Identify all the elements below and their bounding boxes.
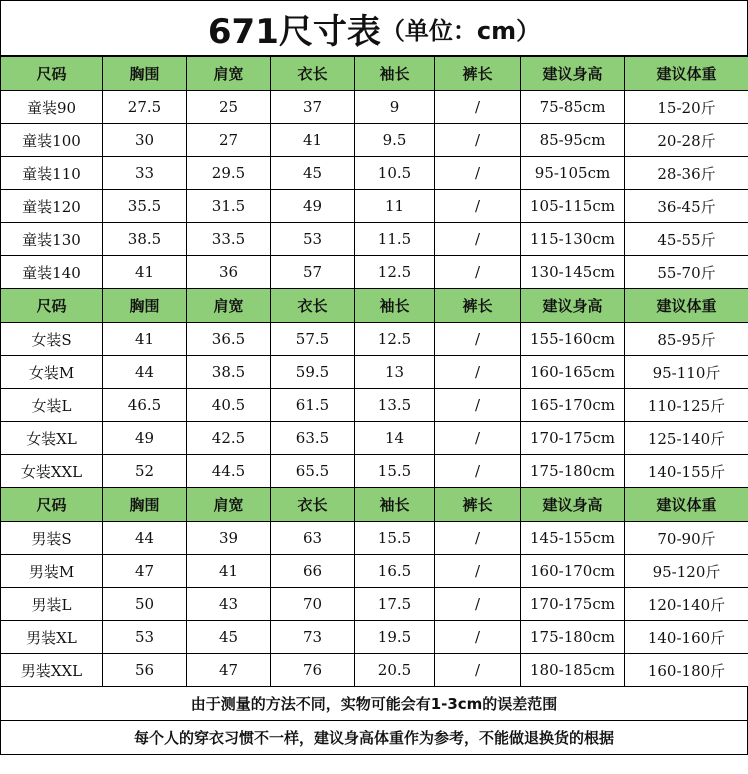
cell-weight: 70-90斤: [625, 522, 748, 555]
cell-shoulder: 44.5: [187, 455, 271, 488]
cell-sleeve: 11.5: [355, 223, 435, 256]
cell-height: 180-185cm: [521, 654, 625, 687]
header-cell-sleeve: 袖长: [355, 289, 435, 323]
title-bar: [0, 0, 748, 56]
table-row: [1, 91, 748, 124]
table-row: [1, 621, 748, 654]
header-cell-pants: 裤长: [435, 289, 521, 323]
table-row: [1, 422, 748, 455]
cell-length: 63.5: [271, 422, 355, 455]
header-cell-weight: 建议体重: [625, 488, 748, 522]
cell-length: 73: [271, 621, 355, 654]
cell-chest: 47: [103, 555, 187, 588]
cell-height: 95-105cm: [521, 157, 625, 190]
note-reference-only: 每个人的穿衣习惯不一样，建议身高体重作为参考，不能做退换货的根据: [0, 721, 748, 755]
table-header-row: [1, 57, 748, 91]
cell-height: 75-85cm: [521, 91, 625, 124]
header-cell-size: 尺码: [1, 57, 103, 91]
cell-pants: /: [435, 588, 521, 621]
cell-height: 130-145cm: [521, 256, 625, 289]
cell-shoulder: 47: [187, 654, 271, 687]
cell-shoulder: 36.5: [187, 323, 271, 356]
cell-shoulder: 38.5: [187, 356, 271, 389]
header-cell-chest: 胸围: [103, 57, 187, 91]
cell-weight: 85-95斤: [625, 323, 748, 356]
cell-length: 57.5: [271, 323, 355, 356]
header-cell-shoulder: 肩宽: [187, 57, 271, 91]
cell-pants: /: [435, 555, 521, 588]
cell-shoulder: 45: [187, 621, 271, 654]
cell-height: 160-165cm: [521, 356, 625, 389]
cell-sleeve: 9: [355, 91, 435, 124]
cell-weight: 140-160斤: [625, 621, 748, 654]
table-row: [1, 455, 748, 488]
cell-pants: /: [435, 223, 521, 256]
chart-unit: （单位：cm）: [380, 16, 541, 45]
cell-pants: /: [435, 157, 521, 190]
cell-size: 童装100: [1, 124, 103, 157]
cell-size: 女装M: [1, 356, 103, 389]
cell-chest: 56: [103, 654, 187, 687]
cell-weight: 95-110斤: [625, 356, 748, 389]
cell-size: 男装XXL: [1, 654, 103, 687]
header-cell-height: 建议身高: [521, 289, 625, 323]
size-table: [0, 56, 748, 687]
cell-sleeve: 12.5: [355, 256, 435, 289]
cell-sleeve: 11: [355, 190, 435, 223]
cell-weight: 55-70斤: [625, 256, 748, 289]
cell-sleeve: 9.5: [355, 124, 435, 157]
cell-length: 53: [271, 223, 355, 256]
cell-sleeve: 12.5: [355, 323, 435, 356]
cell-size: 女装L: [1, 389, 103, 422]
cell-chest: 41: [103, 256, 187, 289]
cell-weight: 95-120斤: [625, 555, 748, 588]
table-row: [1, 555, 748, 588]
cell-sleeve: 10.5: [355, 157, 435, 190]
cell-size: 童装130: [1, 223, 103, 256]
cell-shoulder: 27: [187, 124, 271, 157]
table-row: [1, 654, 748, 687]
cell-size: 童装110: [1, 157, 103, 190]
cell-chest: 44: [103, 356, 187, 389]
cell-size: 童装120: [1, 190, 103, 223]
cell-height: 155-160cm: [521, 323, 625, 356]
header-cell-shoulder: 肩宽: [187, 289, 271, 323]
header-cell-sleeve: 袖长: [355, 488, 435, 522]
cell-length: 41: [271, 124, 355, 157]
cell-shoulder: 33.5: [187, 223, 271, 256]
cell-size: 女装XXL: [1, 455, 103, 488]
table-row: [1, 124, 748, 157]
cell-pants: /: [435, 124, 521, 157]
cell-height: 160-170cm: [521, 555, 625, 588]
table-body: [1, 57, 748, 687]
cell-chest: 44: [103, 522, 187, 555]
cell-chest: 41: [103, 323, 187, 356]
cell-height: 175-180cm: [521, 621, 625, 654]
cell-weight: 28-36斤: [625, 157, 748, 190]
cell-sleeve: 16.5: [355, 555, 435, 588]
header-cell-chest: 胸围: [103, 289, 187, 323]
header-cell-length: 衣长: [271, 289, 355, 323]
table-row: [1, 356, 748, 389]
header-cell-chest: 胸围: [103, 488, 187, 522]
cell-length: 61.5: [271, 389, 355, 422]
cell-sleeve: 20.5: [355, 654, 435, 687]
cell-weight: 36-45斤: [625, 190, 748, 223]
cell-length: 66: [271, 555, 355, 588]
cell-length: 45: [271, 157, 355, 190]
notes: [0, 687, 748, 755]
cell-length: 63: [271, 522, 355, 555]
header-cell-height: 建议身高: [521, 488, 625, 522]
cell-length: 37: [271, 91, 355, 124]
cell-height: 165-170cm: [521, 389, 625, 422]
cell-shoulder: 43: [187, 588, 271, 621]
table-row: [1, 190, 748, 223]
cell-sleeve: 17.5: [355, 588, 435, 621]
cell-pants: /: [435, 389, 521, 422]
cell-chest: 50: [103, 588, 187, 621]
header-cell-size: 尺码: [1, 289, 103, 323]
cell-shoulder: 40.5: [187, 389, 271, 422]
cell-size: 男装M: [1, 555, 103, 588]
cell-chest: 35.5: [103, 190, 187, 223]
cell-length: 59.5: [271, 356, 355, 389]
cell-height: 85-95cm: [521, 124, 625, 157]
cell-length: 49: [271, 190, 355, 223]
cell-sleeve: 13.5: [355, 389, 435, 422]
cell-sleeve: 15.5: [355, 455, 435, 488]
cell-size: 男装S: [1, 522, 103, 555]
header-cell-pants: 裤长: [435, 57, 521, 91]
cell-chest: 30: [103, 124, 187, 157]
cell-height: 115-130cm: [521, 223, 625, 256]
cell-length: 70: [271, 588, 355, 621]
chart-title: 671尺寸表: [207, 11, 381, 52]
cell-sleeve: 14: [355, 422, 435, 455]
header-cell-weight: 建议体重: [625, 289, 748, 323]
cell-height: 105-115cm: [521, 190, 625, 223]
cell-shoulder: 42.5: [187, 422, 271, 455]
cell-chest: 52: [103, 455, 187, 488]
cell-chest: 38.5: [103, 223, 187, 256]
cell-sleeve: 19.5: [355, 621, 435, 654]
cell-chest: 33: [103, 157, 187, 190]
cell-shoulder: 29.5: [187, 157, 271, 190]
header-cell-length: 衣长: [271, 57, 355, 91]
cell-weight: 140-155斤: [625, 455, 748, 488]
header-cell-length: 衣长: [271, 488, 355, 522]
header-cell-sleeve: 袖长: [355, 57, 435, 91]
cell-height: 145-155cm: [521, 522, 625, 555]
cell-shoulder: 36: [187, 256, 271, 289]
cell-weight: 110-125斤: [625, 389, 748, 422]
table-row: [1, 323, 748, 356]
cell-pants: /: [435, 91, 521, 124]
table-header-row: [1, 289, 748, 323]
cell-shoulder: 25: [187, 91, 271, 124]
cell-pants: /: [435, 356, 521, 389]
cell-weight: 120-140斤: [625, 588, 748, 621]
table-row: [1, 157, 748, 190]
table-header-row: [1, 488, 748, 522]
cell-pants: /: [435, 256, 521, 289]
header-cell-height: 建议身高: [521, 57, 625, 91]
cell-height: 175-180cm: [521, 455, 625, 488]
cell-length: 65.5: [271, 455, 355, 488]
cell-weight: 160-180斤: [625, 654, 748, 687]
cell-chest: 49: [103, 422, 187, 455]
header-cell-pants: 裤长: [435, 488, 521, 522]
cell-size: 女装S: [1, 323, 103, 356]
cell-size: 男装L: [1, 588, 103, 621]
cell-weight: 45-55斤: [625, 223, 748, 256]
cell-size: 女装XL: [1, 422, 103, 455]
cell-size: 童装90: [1, 91, 103, 124]
cell-shoulder: 41: [187, 555, 271, 588]
cell-weight: 15-20斤: [625, 91, 748, 124]
cell-shoulder: 31.5: [187, 190, 271, 223]
table-row: [1, 389, 748, 422]
cell-pants: /: [435, 323, 521, 356]
cell-pants: /: [435, 455, 521, 488]
table-row: [1, 588, 748, 621]
header-cell-shoulder: 肩宽: [187, 488, 271, 522]
cell-pants: /: [435, 621, 521, 654]
cell-shoulder: 39: [187, 522, 271, 555]
table-row: [1, 256, 748, 289]
cell-pants: /: [435, 422, 521, 455]
cell-chest: 46.5: [103, 389, 187, 422]
cell-chest: 27.5: [103, 91, 187, 124]
cell-pants: /: [435, 654, 521, 687]
cell-sleeve: 13: [355, 356, 435, 389]
header-cell-weight: 建议体重: [625, 57, 748, 91]
table-row: [1, 522, 748, 555]
cell-sleeve: 15.5: [355, 522, 435, 555]
cell-length: 57: [271, 256, 355, 289]
cell-pants: /: [435, 190, 521, 223]
cell-size: 童装140: [1, 256, 103, 289]
note-measurement-error: 由于测量的方法不同，实物可能会有1-3cm的误差范围: [0, 687, 748, 721]
table-row: [1, 223, 748, 256]
cell-pants: /: [435, 522, 521, 555]
cell-weight: 20-28斤: [625, 124, 748, 157]
cell-height: 170-175cm: [521, 588, 625, 621]
cell-chest: 53: [103, 621, 187, 654]
cell-size: 男装XL: [1, 621, 103, 654]
cell-height: 170-175cm: [521, 422, 625, 455]
header-cell-size: 尺码: [1, 488, 103, 522]
cell-weight: 125-140斤: [625, 422, 748, 455]
cell-length: 76: [271, 654, 355, 687]
